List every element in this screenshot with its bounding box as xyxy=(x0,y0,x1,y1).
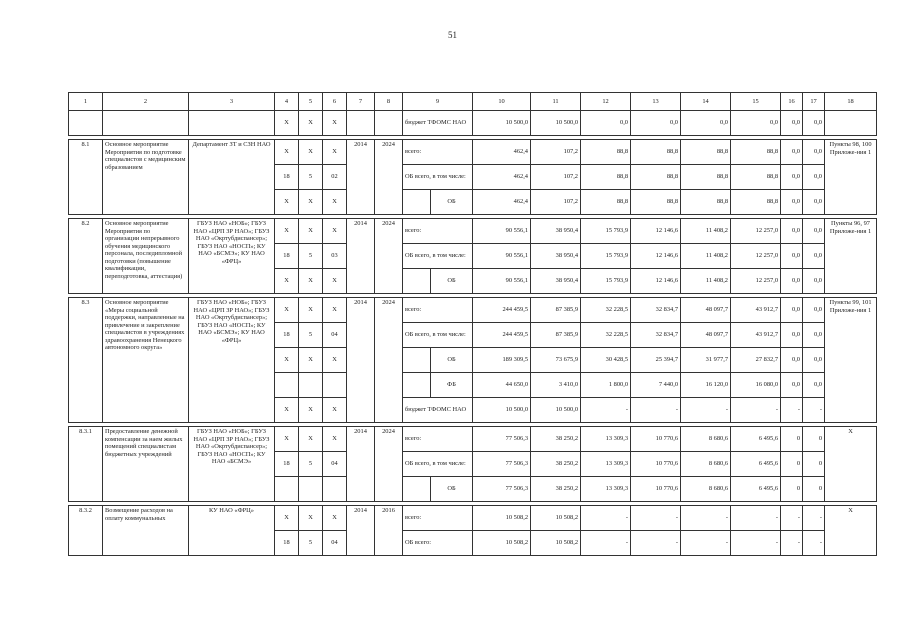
amount-cell: 12 146,6 xyxy=(631,269,681,294)
amount-cell: 107,2 xyxy=(531,190,581,215)
code-cell: 5 xyxy=(299,244,323,269)
row-number: 8.3 xyxy=(69,298,103,423)
amount-cell: - xyxy=(803,506,825,531)
amount-cell: 11 408,2 xyxy=(681,269,731,294)
amount-cell: 0,0 xyxy=(781,298,803,323)
amount-cell: 32 228,5 xyxy=(581,323,631,348)
amount-cell: 0,0 xyxy=(781,348,803,373)
amount-cell: 88,8 xyxy=(731,140,781,165)
year-start: 2014 xyxy=(347,140,375,215)
column-header: 9 xyxy=(403,93,473,111)
code-cell: X xyxy=(299,427,323,452)
executor xyxy=(189,111,275,136)
amount-cell: 10 770,6 xyxy=(631,427,681,452)
amount-cell: 0,0 xyxy=(803,140,825,165)
reference: Пункты 96, 97 Приложе-ния 1 xyxy=(825,219,877,294)
amount-cell: - xyxy=(781,531,803,556)
amount-cell: 0,0 xyxy=(581,111,631,136)
amount-cell: 77 506,3 xyxy=(473,452,531,477)
amount-cell: 88,8 xyxy=(581,190,631,215)
amount-cell: 32 834,7 xyxy=(631,323,681,348)
code-cell: 5 xyxy=(299,452,323,477)
amount-cell: 88,8 xyxy=(581,165,631,190)
funding-source: ОБ всего, в том числе: xyxy=(403,452,473,477)
amount-cell: 77 506,3 xyxy=(473,477,531,502)
amount-cell: 15 793,9 xyxy=(581,244,631,269)
amount-cell: 0,0 xyxy=(803,348,825,373)
amount-cell: - xyxy=(781,506,803,531)
code-cell: X xyxy=(323,140,347,165)
code-cell: 02 xyxy=(323,165,347,190)
code-cell: X xyxy=(275,427,299,452)
amount-cell: 0 xyxy=(803,477,825,502)
code-cell: X xyxy=(275,269,299,294)
amount-cell: - xyxy=(731,531,781,556)
source-spacer xyxy=(403,190,431,215)
column-header: 2 xyxy=(103,93,189,111)
amount-cell: - xyxy=(581,398,631,423)
funding-source: ОБ всего, в том числе: xyxy=(403,244,473,269)
column-header: 11 xyxy=(531,93,581,111)
amount-cell: 0,0 xyxy=(781,165,803,190)
code-cell: X xyxy=(275,298,299,323)
code-cell: X xyxy=(323,506,347,531)
code-cell: 18 xyxy=(275,323,299,348)
amount-cell: 11 408,2 xyxy=(681,219,731,244)
amount-cell: 0,0 xyxy=(781,323,803,348)
amount-cell: 43 912,7 xyxy=(731,323,781,348)
amount-cell: 0,0 xyxy=(781,140,803,165)
amount-cell: 8 680,6 xyxy=(681,477,731,502)
amount-cell: 38 950,4 xyxy=(531,269,581,294)
code-cell: 5 xyxy=(299,323,323,348)
amount-cell: 13 309,3 xyxy=(581,477,631,502)
code-cell: 18 xyxy=(275,165,299,190)
code-cell: 5 xyxy=(299,165,323,190)
amount-cell: 73 675,9 xyxy=(531,348,581,373)
code-cell: X xyxy=(323,298,347,323)
amount-cell: 12 146,6 xyxy=(631,244,681,269)
code-cell xyxy=(299,477,323,502)
amount-cell: 0,0 xyxy=(781,111,803,136)
amount-cell: 189 309,5 xyxy=(473,348,531,373)
code-cell: X xyxy=(299,140,323,165)
executor: ГБУЗ НАО «НОБ»; ГБУЗ НАО «ЦРП ЗР НАО»; ГБУЗ НАО «Окртубдиспансер»; ГБУЗ НАО «НОСП»; КУ НАО «БСМЭ»; КУ НАО «ФРЦ» xyxy=(189,298,275,423)
amount-cell: 0,0 xyxy=(781,244,803,269)
reference: X xyxy=(825,506,877,556)
amount-cell: 7 440,0 xyxy=(631,373,681,398)
year-start: 2014 xyxy=(347,506,375,556)
year-end: 2016 xyxy=(375,506,403,556)
column-header: 18 xyxy=(825,93,877,111)
year-start: 2014 xyxy=(347,298,375,423)
amount-cell: 0 xyxy=(803,452,825,477)
code-cell: X xyxy=(275,506,299,531)
amount-cell: 38 950,4 xyxy=(531,219,581,244)
amount-cell: 0,0 xyxy=(803,373,825,398)
amount-cell: 244 459,5 xyxy=(473,323,531,348)
measure-name: Основное мероприятие Мероприятия по организации непрерывного обучения медицинского персонала, последипломной подготовки (повышение квалификации, переподготовка, аттестация) xyxy=(103,219,189,294)
executor: КУ НАО «ФРЦ» xyxy=(189,506,275,556)
amount-cell: 44 650,0 xyxy=(473,373,531,398)
row-number xyxy=(69,111,103,136)
funding-source: ФБ xyxy=(431,373,473,398)
funding-source: ОБ всего: xyxy=(403,531,473,556)
amount-cell: 88,8 xyxy=(681,190,731,215)
reference: Пункты 98, 100 Приложе-ния 1 xyxy=(825,140,877,215)
column-header: 10 xyxy=(473,93,531,111)
funding-source: всего: xyxy=(403,140,473,165)
funding-source: ОБ всего, в том числе: xyxy=(403,323,473,348)
code-cell: X xyxy=(275,219,299,244)
measure-name: Предоставление денежной компенсации за наем жилых помещений специалистам бюджетных учреждений xyxy=(103,427,189,502)
code-cell: X xyxy=(275,111,299,136)
reference: Пункты 99, 101 Приложе-ния 1 xyxy=(825,298,877,423)
amount-cell: 87 385,9 xyxy=(531,298,581,323)
amount-cell: 38 950,4 xyxy=(531,244,581,269)
amount-cell: 88,8 xyxy=(631,140,681,165)
measure-name xyxy=(103,111,189,136)
funding-source: всего: xyxy=(403,506,473,531)
year-end xyxy=(375,111,403,136)
amount-cell: 88,8 xyxy=(731,190,781,215)
executor: Департамент ЗТ и СЗН НАО xyxy=(189,140,275,215)
amount-cell: 10 508,2 xyxy=(473,506,531,531)
amount-cell: 6 495,6 xyxy=(731,477,781,502)
code-cell: X xyxy=(299,269,323,294)
column-header: 3 xyxy=(189,93,275,111)
source-spacer xyxy=(403,269,431,294)
amount-cell: 10 508,2 xyxy=(531,506,581,531)
amount-cell: - xyxy=(631,531,681,556)
column-header: 4 xyxy=(275,93,299,111)
amount-cell: 0,0 xyxy=(803,111,825,136)
column-header: 6 xyxy=(323,93,347,111)
column-header: 5 xyxy=(299,93,323,111)
amount-cell: 12 146,6 xyxy=(631,219,681,244)
row-number: 8.3.1 xyxy=(69,427,103,502)
amount-cell: - xyxy=(631,506,681,531)
amount-cell: 0 xyxy=(781,477,803,502)
amount-cell: - xyxy=(681,531,731,556)
year-start: 2014 xyxy=(347,219,375,294)
year-end: 2024 xyxy=(375,140,403,215)
executor: ГБУЗ НАО «НОБ»; ГБУЗ НАО «ЦРП ЗР НАО»; ГБУЗ НАО «Окртубдиспансер»; ГБУЗ НАО «НОСП»; КУ НАО «БСМЭ» xyxy=(189,427,275,502)
code-cell xyxy=(299,373,323,398)
amount-cell: 90 556,1 xyxy=(473,269,531,294)
table-row xyxy=(69,219,877,244)
column-header: 14 xyxy=(681,93,731,111)
amount-cell: 10 500,0 xyxy=(531,398,581,423)
funding-source: всего: xyxy=(403,298,473,323)
code-cell: 03 xyxy=(323,244,347,269)
amount-cell: 27 832,7 xyxy=(731,348,781,373)
amount-cell: 10 770,6 xyxy=(631,477,681,502)
code-cell xyxy=(323,373,347,398)
amount-cell: 12 257,0 xyxy=(731,269,781,294)
code-cell: 5 xyxy=(299,531,323,556)
code-cell: X xyxy=(323,348,347,373)
amount-cell: 48 097,7 xyxy=(681,298,731,323)
funding-source: всего: xyxy=(403,219,473,244)
amount-cell: 462,4 xyxy=(473,165,531,190)
reference xyxy=(825,111,877,136)
row-number: 8.1 xyxy=(69,140,103,215)
amount-cell: 3 410,0 xyxy=(531,373,581,398)
amount-cell: 48 097,7 xyxy=(681,323,731,348)
amount-cell: 0 xyxy=(781,452,803,477)
amount-cell: 8 680,6 xyxy=(681,427,731,452)
code-cell: X xyxy=(299,398,323,423)
amount-cell: 8 680,6 xyxy=(681,452,731,477)
code-cell: 18 xyxy=(275,531,299,556)
amount-cell: - xyxy=(581,506,631,531)
amount-cell: 12 257,0 xyxy=(731,244,781,269)
budget-table xyxy=(68,92,877,556)
code-cell: X xyxy=(323,398,347,423)
code-cell: X xyxy=(275,140,299,165)
year-end: 2024 xyxy=(375,219,403,294)
amount-cell: 0,0 xyxy=(803,323,825,348)
amount-cell: 107,2 xyxy=(531,165,581,190)
table-row xyxy=(69,427,877,452)
amount-cell: - xyxy=(803,531,825,556)
source-spacer xyxy=(403,373,431,398)
code-cell: X xyxy=(323,269,347,294)
amount-cell: 15 793,9 xyxy=(581,219,631,244)
table-row xyxy=(69,298,877,323)
amount-cell: 38 250,2 xyxy=(531,477,581,502)
amount-cell: 1 800,0 xyxy=(581,373,631,398)
code-cell: X xyxy=(299,111,323,136)
amount-cell: 13 309,3 xyxy=(581,427,631,452)
funding-source: ОБ xyxy=(431,477,473,502)
amount-cell: 10 508,2 xyxy=(473,531,531,556)
measure-name: Возмещение расходов на оплату коммунальных xyxy=(103,506,189,556)
row-number: 8.2 xyxy=(69,219,103,294)
amount-cell: 32 228,5 xyxy=(581,298,631,323)
year-end: 2024 xyxy=(375,427,403,502)
measure-name: Основное мероприятие «Меры социальной поддержки, направленные на привлечение и закрепление специалистов в учреждениях здравоохранения Ненецкого автономного округа» xyxy=(103,298,189,423)
amount-cell: 15 793,9 xyxy=(581,269,631,294)
amount-cell: 6 495,6 xyxy=(731,427,781,452)
funding-source: ОБ всего, в том числе: xyxy=(403,165,473,190)
amount-cell: 90 556,1 xyxy=(473,219,531,244)
year-start: 2014 xyxy=(347,427,375,502)
amount-cell: - xyxy=(631,398,681,423)
amount-cell: 32 834,7 xyxy=(631,298,681,323)
funding-source: ОБ xyxy=(431,348,473,373)
amount-cell: 11 408,2 xyxy=(681,244,731,269)
amount-cell: 10 770,6 xyxy=(631,452,681,477)
amount-cell: 88,8 xyxy=(681,140,731,165)
amount-cell: 16 080,0 xyxy=(731,373,781,398)
source-spacer xyxy=(403,348,431,373)
column-header: 16 xyxy=(781,93,803,111)
amount-cell: 16 120,0 xyxy=(681,373,731,398)
amount-cell: 462,4 xyxy=(473,140,531,165)
measure-name: Основное мероприятие Мероприятия по подготовке специалистов с медицинским образованием xyxy=(103,140,189,215)
code-cell: X xyxy=(323,190,347,215)
amount-cell: 88,8 xyxy=(581,140,631,165)
code-cell xyxy=(323,477,347,502)
amount-cell: 38 250,2 xyxy=(531,427,581,452)
executor: ГБУЗ НАО «НОБ»; ГБУЗ НАО «ЦРП ЗР НАО»; ГБУЗ НАО «Окртубдиспансер»; ГБУЗ НАО «НОСП»; КУ НАО «БСМЭ»; КУ НАО «ФРЦ» xyxy=(189,219,275,294)
amount-cell: 0,0 xyxy=(781,269,803,294)
amount-cell: 0,0 xyxy=(631,111,681,136)
code-cell: X xyxy=(299,506,323,531)
code-cell: X xyxy=(275,190,299,215)
column-header: 15 xyxy=(731,93,781,111)
amount-cell: 13 309,3 xyxy=(581,452,631,477)
column-header: 7 xyxy=(347,93,375,111)
amount-cell: 0,0 xyxy=(681,111,731,136)
code-cell: 18 xyxy=(275,244,299,269)
amount-cell: 43 912,7 xyxy=(731,298,781,323)
column-header: 13 xyxy=(631,93,681,111)
column-header: 12 xyxy=(581,93,631,111)
amount-cell: 10 500,0 xyxy=(473,111,531,136)
amount-cell: - xyxy=(803,398,825,423)
amount-cell: 30 428,5 xyxy=(581,348,631,373)
code-cell: 04 xyxy=(323,452,347,477)
code-cell xyxy=(275,373,299,398)
funding-source: ОБ xyxy=(431,269,473,294)
column-header: 8 xyxy=(375,93,403,111)
code-cell xyxy=(275,477,299,502)
amount-cell: 10 500,0 xyxy=(473,398,531,423)
amount-cell: 10 500,0 xyxy=(531,111,581,136)
amount-cell: 0 xyxy=(781,427,803,452)
amount-cell: 0,0 xyxy=(781,190,803,215)
code-cell: X xyxy=(299,219,323,244)
header-row xyxy=(69,93,877,111)
amount-cell: 0,0 xyxy=(781,219,803,244)
amount-cell: 90 556,1 xyxy=(473,244,531,269)
amount-cell: 88,8 xyxy=(681,165,731,190)
amount-cell: - xyxy=(681,506,731,531)
amount-cell: 38 250,2 xyxy=(531,452,581,477)
code-cell: X xyxy=(299,298,323,323)
row-number: 8.3.2 xyxy=(69,506,103,556)
amount-cell: 6 495,6 xyxy=(731,452,781,477)
code-cell: 18 xyxy=(275,452,299,477)
amount-cell: 0,0 xyxy=(803,165,825,190)
funding-source: бюджет ТФОМС НАО xyxy=(403,111,473,136)
amount-cell: 87 385,9 xyxy=(531,323,581,348)
funding-source: всего: xyxy=(403,427,473,452)
amount-cell: 12 257,0 xyxy=(731,219,781,244)
amount-cell: 0,0 xyxy=(803,190,825,215)
page-number: 51 xyxy=(448,30,457,40)
amount-cell: 88,8 xyxy=(631,165,681,190)
amount-cell: 0 xyxy=(803,427,825,452)
code-cell: X xyxy=(299,348,323,373)
column-header: 17 xyxy=(803,93,825,111)
amount-cell: 77 506,3 xyxy=(473,427,531,452)
amount-cell: - xyxy=(731,506,781,531)
code-cell: X xyxy=(275,398,299,423)
amount-cell: 31 977,7 xyxy=(681,348,731,373)
year-end: 2024 xyxy=(375,298,403,423)
amount-cell: - xyxy=(581,531,631,556)
table-row xyxy=(69,140,877,165)
reference: X xyxy=(825,427,877,502)
code-cell: X xyxy=(323,427,347,452)
amount-cell: 0,0 xyxy=(803,298,825,323)
amount-cell: 107,2 xyxy=(531,140,581,165)
source-spacer xyxy=(403,477,431,502)
funding-source: бюджет ТФОМС НАО xyxy=(403,398,473,423)
funding-source: ОБ xyxy=(431,190,473,215)
code-cell: 04 xyxy=(323,531,347,556)
code-cell: X xyxy=(323,219,347,244)
year-start xyxy=(347,111,375,136)
amount-cell: 0,0 xyxy=(731,111,781,136)
amount-cell: 10 508,2 xyxy=(531,531,581,556)
code-cell: 04 xyxy=(323,323,347,348)
code-cell: X xyxy=(275,348,299,373)
table-row xyxy=(69,506,877,531)
table-row xyxy=(69,111,877,136)
amount-cell: - xyxy=(781,398,803,423)
amount-cell: 244 459,5 xyxy=(473,298,531,323)
amount-cell: 88,8 xyxy=(731,165,781,190)
amount-cell: 462,4 xyxy=(473,190,531,215)
amount-cell: 0,0 xyxy=(803,269,825,294)
amount-cell: 0,0 xyxy=(803,219,825,244)
amount-cell: - xyxy=(731,398,781,423)
amount-cell: 25 394,7 xyxy=(631,348,681,373)
amount-cell: 88,8 xyxy=(631,190,681,215)
code-cell: X xyxy=(323,111,347,136)
code-cell: X xyxy=(299,190,323,215)
amount-cell: 0,0 xyxy=(781,373,803,398)
column-header: 1 xyxy=(69,93,103,111)
amount-cell: - xyxy=(681,398,731,423)
amount-cell: 0,0 xyxy=(803,244,825,269)
